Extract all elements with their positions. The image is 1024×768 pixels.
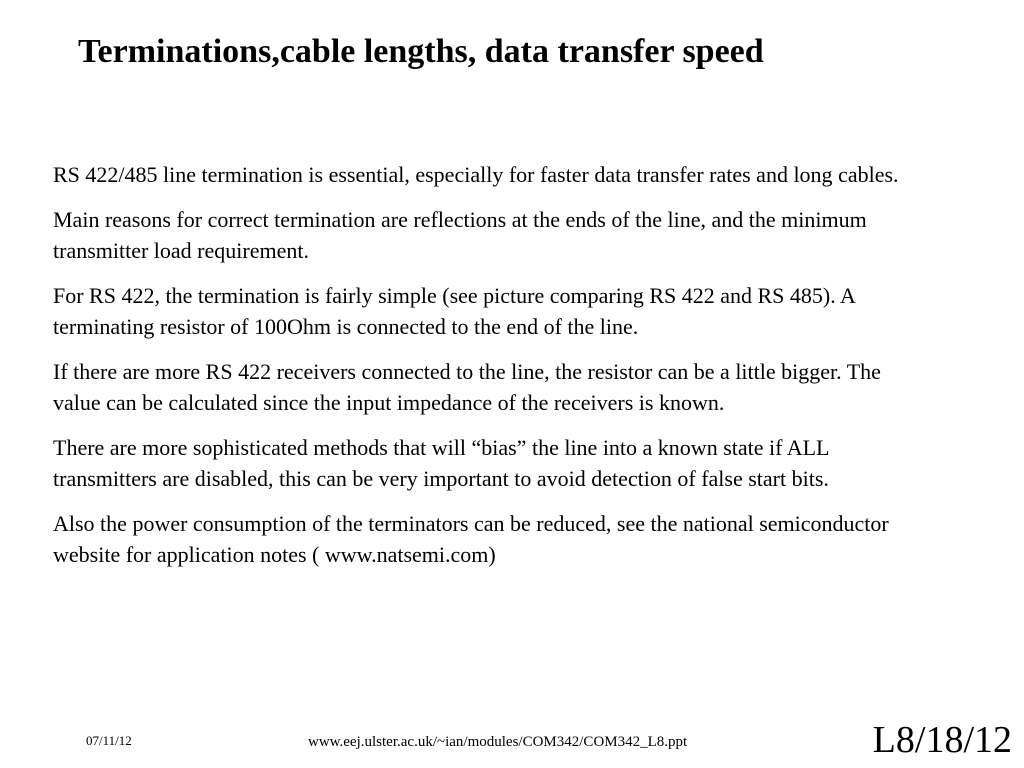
slide-body bbox=[53, 159, 933, 584]
paragraph-main-reasons: Main reasons for correct termination are reflections at the ends of the line, and the minimum transmitter load requirement. bbox=[53, 207, 867, 263]
paragraph-termination-essential: RS 422/485 line termination is essential, especially for faster data transfer rates and long cables. bbox=[53, 162, 899, 187]
footer-slide-number: L8/18/12 bbox=[872, 719, 1012, 761]
footer-url: www.eej.ulster.ac.uk/~ian/modules/COM342/COM342_L8.ppt bbox=[308, 734, 688, 750]
paragraph-bias-methods: There are more sophisticated methods that will “bias” the line into a known state if ALL transmitters are disabled, this can be very important to avoid detection of false start bits. bbox=[53, 435, 829, 491]
paragraph-rs422-termination: For RS 422, the termination is fairly simple (see picture comparing RS 422 and RS 485). A terminating resistor of 100Ohm is connected to the end of the line. bbox=[53, 283, 855, 339]
paragraph-power-consumption: Also the power consumption of the terminators can be reduced, see the national semiconductor website for application notes ( www.natsemi.com) bbox=[53, 511, 889, 567]
footer-date: 07/11/12 bbox=[86, 733, 132, 748]
paragraph-more-receivers: If there are more RS 422 receivers connected to the line, the resistor can be a little bigger. The value can be calculated since the input impedance of the receivers is known. bbox=[53, 359, 881, 415]
slide-title: Terminations,cable lengths, data transfer speed bbox=[78, 33, 764, 70]
